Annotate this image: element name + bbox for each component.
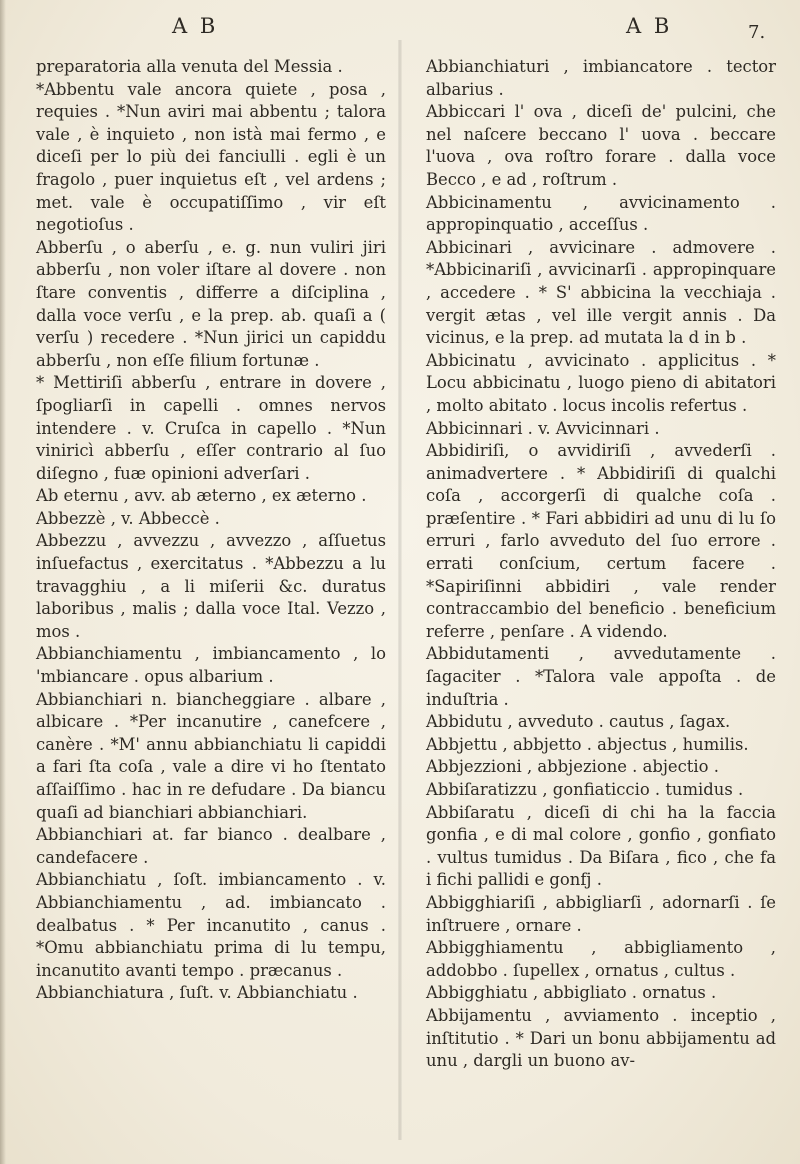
dictionary-entry: Abbianchiaturi , imbiancatore . tector albarius . — [426, 57, 776, 99]
dictionary-entry: Abbianchiatu , ſoſt. imbiancamento . v. Abbianchiamentu , ad. imbiancato . dealbatus . * Per incanutito , canus . *Omu abbianchiatu prima di lu tempu, incanutito avanti tempo . præcanus . — [36, 870, 386, 980]
dictionary-entry: Abbiccari l' ova , diceſi de' pulcini, che nel naſcere beccano l' uova . beccare l'uova , ova roſtro forare . dalla voce Becco , e ad , roſtrum . — [426, 102, 776, 189]
dictionary-entry: Abbiſaratu , diceſi di chi ha la faccia gonfia , e di mal colore , gonfio , gonfiato . vultus tumidus . Da Biſara , fico , che fa i fichi pallidi e gonfj . — [426, 802, 776, 890]
dictionary-entry: Abbidutamenti , avvedutamente . ſagaciter . *Talora vale appoſta . de induſtria . — [426, 644, 776, 709]
dictionary-entry: Abbicinari , avvicinare . admovere . *Abbicinariſi , avvicinarſi . appropinquare , accedere . * S' abbicina la vecchiaja . vergit ætas , vel ille vergit annis . Da vicinus, e la prep. ad mutata la d in b . — [426, 237, 776, 348]
page-number: 7. — [748, 22, 766, 43]
dictionary-entry: Abbianchiari at. far bianco . dealbare , candefacere . — [36, 825, 386, 867]
dictionary-entry: Ab eternu , avv. ab æterno , ex æterno . — [36, 486, 367, 506]
dictionary-entry: Abbianchiatura , ſuſt. v. Abbianchiatu . — [36, 983, 358, 1003]
dictionary-entry: Abbicinatu , avvicinato . applicitus . * Locu abbicinatu , luogo pieno di abitatori , molto abitato . locus incolis refertus . — [426, 350, 776, 415]
dictionary-entry: Abbigghiamentu , abbigliamento , addobbo . ſupellex , ornatus , cultus . — [426, 938, 776, 980]
dictionary-entry: Abbicinamentu , avvicinamento . appropinquatio , acceſſus . — [426, 192, 776, 235]
dictionary-entry: Abbiſaratizzu , gonfiaticcio . tumidus . — [426, 780, 744, 799]
dictionary-entry: Abbezzu , avvezzu , avvezzo , aſſuetus inſuefactus , exercitatus . *Abbezzu a lu travagghiu , a li miſerii &c. duratus laboribus , malis ; dalla voce Ital. Vezzo , mos . — [36, 531, 386, 641]
left-guide-letters: A B — [172, 14, 219, 38]
dictionary-entry: Abbjettu , abbjetto . abjectus , humilis. — [426, 734, 749, 754]
dictionary-entry: Abbigghiatu , abbigliato . ornatus . — [426, 983, 717, 1003]
column-gutter — [398, 40, 402, 1140]
dictionary-entry: Abbijamentu , avviamento . inceptio , inſtitutio . * Dari un bonu abbijamentu ad unu , dargli un buono av- — [426, 1005, 776, 1071]
dictionary-entry: Abbianchiamentu , imbiancamento , lo 'mbiancare . opus albarium . — [36, 644, 386, 687]
right-guide-letters: A B — [626, 14, 673, 38]
dictionary-entry: Abbjezzioni , abbjezione . abjectio . — [426, 757, 719, 777]
dictionary-entry: preparatoria alla venuta del Messia . — [36, 57, 343, 76]
dictionary-entry: Abbidiriſi, o avvidiriſi , avvederſi . animadvertere . * Abbidiriſi di qualchi coſa , accorgerſi di qualche coſa . præſentire . * Fari abbidiri ad unu di lu ſo erruri , farlo avveduto del ſuo errore . errati conſcium, certum facere . *Sapiriſinni abbidiri , vale render contraccambio del beneficio . beneficium referre , penſare . A videndo. — [426, 441, 776, 641]
dictionary-entry: Abbicinnari . v. Avvicinnari . — [426, 418, 660, 438]
left-column — [36, 56, 386, 1005]
right-column — [426, 56, 776, 1073]
dictionary-entry: Abbigghiariſi , abbigliarſi , adornarſi . ſe inſtruere , ornare . — [426, 892, 776, 935]
dictionary-entry: Abberſu , o aberſu , e. g. nun vuliri jiri abberſu , non voler iſtare al dovere . non ſtare conventis , differre a diſciplina , dalla voce verſu , e la prep. ab. quaſi a ( verſu ) recedere . *Nun jirici un capiddu abberſu , non eſſe filium fortunæ . — [36, 237, 386, 370]
dictionary-entry: Abbidutu , avveduto . cautus , ſagax. — [426, 712, 731, 732]
page-edge-shadow — [0, 0, 6, 1164]
dictionary-entry: * Mettiriſi abberſu , entrare in dovere , ſpogliarſi in capelli . omnes nervos intendere . v. Cruſca in capello . *Nun viniricì abberſu , eſſer contrario al ſuo diſegno , fuæ opinioni adverſari . — [36, 373, 386, 483]
dictionary-entry: Abbezzè , v. Abbeccè . — [36, 508, 220, 528]
dictionary-entry: Abbianchiari n. biancheggiare . albare , albicare . *Per incanutire , canefcere , canère . *M' annu abbianchiatu li capiddi a fari ſta coſa , vale a dire vi ho ſtentato aſſaiſſimo . hac in re defudare . Da biancu quaſi ad bianchiari abbianchiari. — [36, 689, 386, 822]
dictionary-entry: *Abbentu vale ancora quiete , posa , requies . *Nun aviri mai abbentu ; talora vale , è inquieto , non istà mai fermo , e diceſi per lo più dei fanciulli . egli è un fragolo , puer inquietus eſt , vel ardens ; met. vale è occupatiſſimo , vir eſt negotioſus . — [36, 79, 386, 235]
